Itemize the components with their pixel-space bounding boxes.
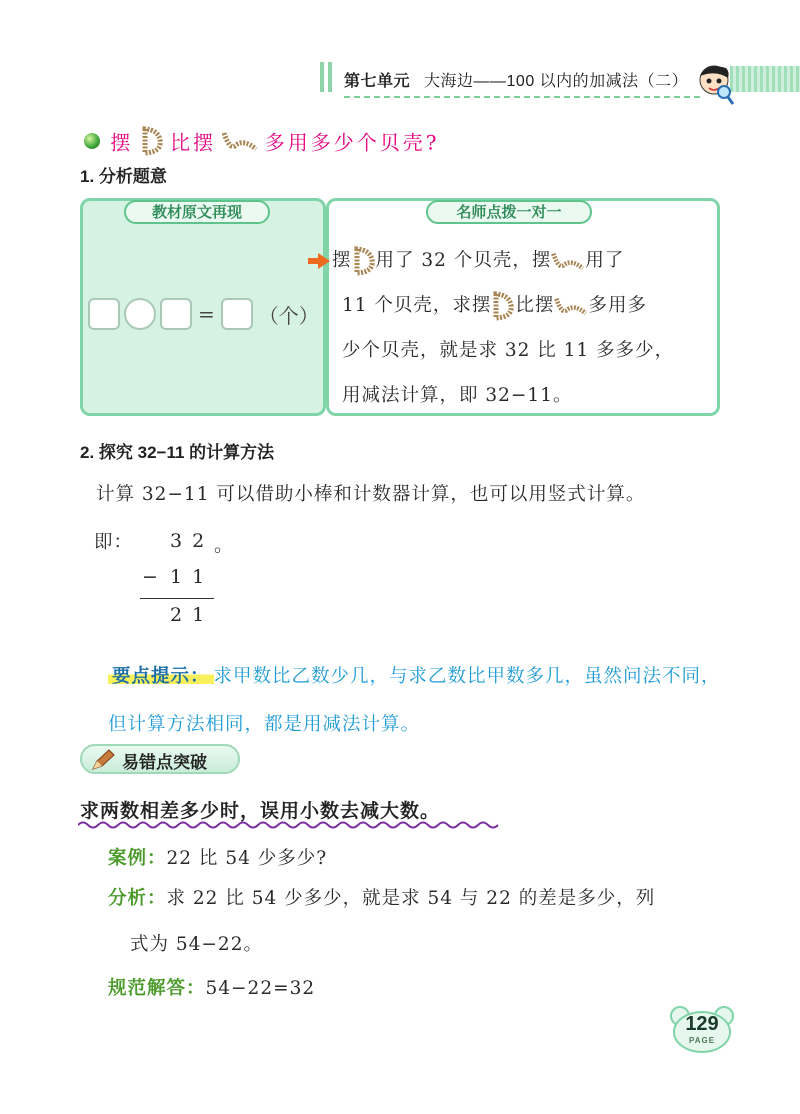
expl-line2-b: 比摆 [515, 295, 555, 316]
answer-text: 54−22=32 [205, 978, 316, 999]
vertical-top-number: 3 2 [170, 530, 207, 552]
method-paragraph: 计算 32−11 可以借助小棒和计数器计算，也可以用竖式计算。 [96, 484, 646, 505]
error-headline: 求两数相差多少时，误用小数去减大数。 [80, 801, 441, 822]
shell-wave-shape-icon [222, 129, 258, 153]
tab-teacher-tips: 名师点拨一对一 [426, 200, 592, 224]
boy-magnifier-icon [696, 62, 734, 106]
shell-wave-shape-icon [554, 295, 588, 317]
analysis-line2: 式为 54−22。 [130, 934, 263, 955]
globe-bullet-icon [84, 133, 100, 149]
vertical-rule [140, 598, 214, 599]
arrow-right-icon [318, 253, 330, 269]
analysis-line1: 求 22 比 54 少多少，就是求 54 与 22 的差是多少，列 [166, 888, 656, 909]
analysis-line [108, 884, 655, 910]
key-tip [108, 652, 728, 749]
header-title [344, 68, 688, 91]
vertical-dot: 。 [214, 534, 234, 556]
question-part1: 摆 [110, 130, 134, 155]
error-banner-title: 易错点突破 [122, 753, 207, 772]
section1-title: 1. 分析题意 [80, 167, 167, 186]
header-band [730, 66, 800, 92]
expl-line3: 少个贝壳，就是求 32 比 11 多多少， [342, 340, 675, 361]
shell-wave-shape-icon [551, 250, 585, 272]
answer-line [108, 974, 315, 1000]
vertical-result: 2 1 [170, 604, 207, 626]
tip-text: 求甲数比乙数少几，与求乙数比甲数多几，虽然问法不同，但计算方法相同，都是用减法计算。 [108, 666, 721, 735]
expl-line1-b: 用了 32 个贝壳，摆 [375, 250, 552, 271]
blank-operator-circle[interactable] [124, 298, 156, 330]
question-part3: 多用多少个贝壳? [264, 130, 440, 155]
minus-sign: − [142, 566, 158, 588]
unit-label: 第七单元 [344, 73, 411, 90]
explanation-text [318, 238, 716, 418]
page-number: 129 [685, 1013, 719, 1035]
blank-box[interactable] [160, 298, 192, 330]
shell-d-shape-icon [352, 246, 376, 276]
equation-template [86, 298, 323, 330]
tip-label: 要点提示： [108, 665, 214, 686]
pencil-icon [90, 748, 116, 772]
equals-sign: = [198, 302, 215, 326]
wavy-underline [78, 820, 502, 830]
vertical-second-number: 1 1 [170, 566, 207, 588]
page-label: PAGE [688, 1036, 716, 1045]
expl-line2-a: 11 个贝壳，求摆 [342, 295, 492, 316]
header-divider [344, 96, 700, 98]
unit-subtitle: 大海边——100 以内的加减法（二） [424, 73, 689, 90]
shell-d-shape-icon [140, 126, 164, 156]
case-text: 22 比 54 少多少? [166, 848, 328, 869]
expl-line2-c: 多用多 [588, 295, 647, 316]
answer-label: 规范解答： [108, 977, 206, 998]
question-part2: 比摆 [170, 130, 217, 155]
question-line [84, 126, 440, 156]
tab-original-text: 教材原文再现 [124, 200, 270, 224]
header-decoration [320, 62, 336, 96]
blank-answer-box[interactable] [221, 298, 253, 330]
blank-box[interactable] [88, 298, 120, 330]
case-line [108, 844, 327, 870]
unit-label: （个） [258, 303, 319, 328]
case-label: 案例： [108, 847, 167, 868]
expl-line1-c: 用了 [585, 250, 625, 271]
ji-label: 即： [94, 532, 134, 553]
section2-title: 2. 探究 32−11 的计算方法 [80, 443, 275, 462]
shell-d-shape-icon [491, 291, 515, 321]
expl-line4: 用减法计算，即 32−11。 [342, 385, 573, 406]
expl-line1-a: 摆 [332, 250, 352, 271]
analysis-label: 分析： [108, 887, 167, 908]
